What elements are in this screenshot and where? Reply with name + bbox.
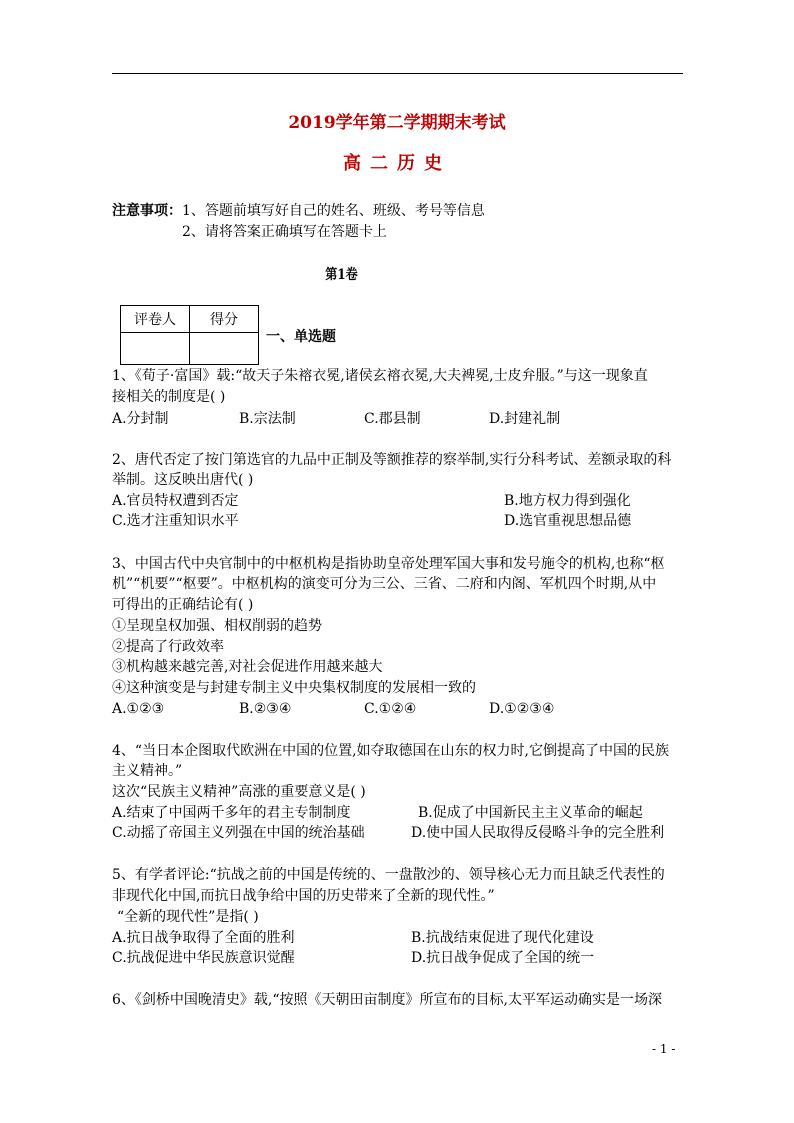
q6-stem-line-1: 6、《剑桥中国晚清史》载,“按照《天朝田亩制度》所宣布的目标,太平军运动确实是一场深 (112, 992, 662, 1008)
subject-title: 高二历史 (343, 153, 451, 174)
q1-option-a: A.分封制 (112, 411, 169, 427)
q4-option-b: B.促成了中国新民主主义革命的崛起 (418, 805, 643, 821)
q5-stem-line-3: “全新的现代性”是指( ) (117, 909, 259, 925)
grader-header: 评卷人 (121, 306, 190, 333)
q1-option-c: C.郡县制 (364, 411, 421, 427)
q3-option-d: D.①②③④ (489, 701, 555, 717)
notes-item-2: 2、请将答案正确填写在答题卡上 (182, 224, 387, 240)
q3-stem-line-3: 可得出的正确结论有( ) (112, 597, 254, 613)
exam-title: 2019学年第二学期期末考试 (288, 113, 506, 133)
q2-option-b: B.地方权力得到强化 (504, 493, 631, 509)
score-cell (190, 333, 259, 365)
q4-stem-line-2: 主义精神。” (112, 763, 183, 779)
q3-statement-2: ②提高了行政效率 (112, 639, 224, 655)
q1-stem-line-2: 接相关的制度是( ) (112, 389, 226, 405)
q5-option-b: B.抗战结束促进了现代化建设 (411, 930, 594, 946)
q4-option-a: A.结束了中国两千多年的君主专制制度 (112, 805, 351, 821)
q5-option-a: A.抗日战争取得了全面的胜利 (112, 930, 295, 946)
q4-stem-line-1: 4、“当日本企图取代欧洲在中国的位置,如夺取德国在山东的权力时,它倒提高了中国的民族 (112, 743, 669, 759)
q3-option-a: A.①②③ (112, 701, 165, 717)
grader-table (120, 305, 259, 365)
q4-stem-line-3: 这次“民族主义精神”高涨的重要意义是( ) (112, 784, 366, 800)
q1-stem-line-1: 1、《荀子·富国》载:“故天子朱褣衣冕,诸侯玄褣衣冕,大夫裨冕,士皮弁服。”与这一现象直 (112, 368, 648, 384)
section-heading: 一、单选题 (266, 329, 336, 345)
q3-stem-line-1: 3、中国古代中央官制中的中枢机构是指协助皇帝处理军国大事和发号施令的机构,也称“枢 (112, 556, 665, 572)
q4-option-d: D.使中国人民取得反侵略斗争的完全胜利 (411, 825, 665, 841)
q5-stem-line-1: 5、有学者评论:“抗战之前的中国是传统的、一盘散沙的、领导核心无力而且缺乏代表性的 (112, 867, 665, 883)
q2-option-a: A.官员特权遭到否定 (112, 493, 239, 509)
q1-option-b: B.宗法制 (239, 411, 296, 427)
q5-stem-line-2: 非现代化中国,而抗日战争给中国的历史带来了全新的现代性。” (112, 888, 495, 904)
q2-stem-line-2: 举制。这反映出唐代( ) (112, 472, 254, 488)
q3-statement-3: ③机构越来越完善,对社会促进作用越来越大 (112, 659, 383, 675)
q2-option-c: C.选才注重知识水平 (112, 513, 239, 529)
header-rule (112, 73, 683, 74)
q3-option-b: B.②③④ (239, 701, 292, 717)
q3-stem-line-2: 机”“机要”“枢要”。中枢机构的演变可分为三公、三省、二府和内阁、军机四个时期,从中 (112, 576, 657, 592)
grader-cell (121, 333, 190, 365)
q3-statement-1: ①呈现皇权加强、相权削弱的趋势 (112, 618, 322, 634)
q5-option-c: C.抗战促进中华民族意识觉醒 (112, 950, 295, 966)
q3-statement-4: ④这种演变是与封建专制主义中央集权制度的发展相一致的 (112, 680, 476, 696)
notes-line-1 (112, 201, 485, 221)
q2-option-d: D.选官重视思想品德 (504, 513, 632, 529)
notes-label: 注意事项： (112, 203, 182, 219)
q3-option-c: C.①②④ (364, 701, 417, 717)
q5-option-d: D.抗日战争促成了全国的统一 (411, 950, 595, 966)
score-header: 得分 (190, 306, 259, 333)
q2-stem-line-1: 2、唐代否定了按门第选官的九品中正制及等额推荐的察举制,实行分科考试、差额录取的科 (112, 452, 672, 468)
q4-option-c: C.动摇了帝国主义列强在中国的统治基础 (112, 825, 365, 841)
q1-option-d: D.封建礼制 (489, 411, 561, 427)
page-number: - 1 - (652, 1042, 676, 1056)
notes-item-1: 1、答题前填写好自己的姓名、班级、考号等信息 (182, 203, 485, 219)
volume-heading: 第1卷 (325, 267, 358, 283)
